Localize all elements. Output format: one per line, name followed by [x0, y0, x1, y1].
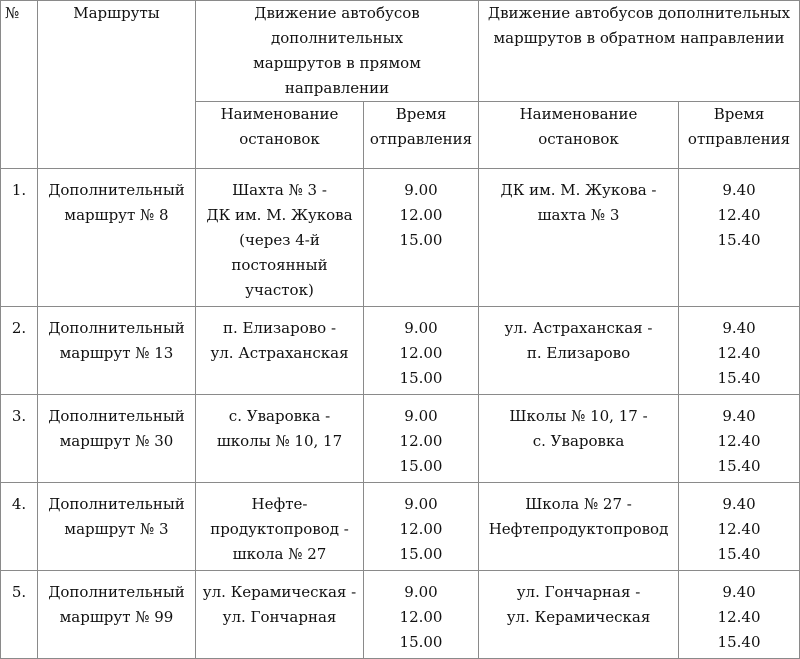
backward-stops-line: Школа № 27 -: [525, 495, 632, 513]
backward-times-cell: [679, 169, 800, 307]
header-line: Время: [713, 105, 765, 123]
forward-times-cell: [364, 307, 479, 395]
header-line: остановок: [239, 130, 320, 148]
row-number-cell: 4.: [1, 483, 38, 571]
forward-times-line: 12.00: [399, 608, 443, 626]
row-number-cell: 3.: [1, 395, 38, 483]
backward-stops-line: ул. Керамическая: [506, 608, 651, 626]
header-forward-group: [196, 1, 479, 102]
backward-times-line: 9.40: [722, 407, 756, 425]
backward-times-line: 15.40: [717, 231, 761, 249]
backward-times-line: 9.40: [722, 583, 756, 601]
backward-stops-cell: [479, 307, 679, 395]
forward-stops-cell: [196, 571, 364, 659]
backward-times-cell: [679, 483, 800, 571]
header-backward-line: Движение автобусов дополнительных: [487, 4, 791, 22]
backward-times-line: 12.40: [717, 432, 761, 450]
backward-times-cell: [679, 395, 800, 483]
forward-stops-line: Шахта № 3 -: [232, 181, 327, 199]
backward-stops-line: ул. Астраханская -: [504, 319, 653, 337]
backward-times-line: 12.40: [717, 608, 761, 626]
forward-times-line: 12.00: [399, 432, 443, 450]
forward-stops-line: продуктопровод -: [210, 520, 349, 538]
route-name-line: маршрут № 3: [64, 520, 169, 538]
backward-stops-line: ул. Гончарная -: [516, 583, 641, 601]
header-line: Время: [395, 105, 447, 123]
header-line: отправления: [369, 130, 473, 148]
forward-stops-cell: [196, 307, 364, 395]
forward-stops-line: с. Уваровка -: [228, 407, 331, 425]
forward-stops-line: ул. Керамическая -: [202, 583, 357, 601]
backward-stops-line: ДК им. М. Жукова -: [500, 181, 657, 199]
table-row: [1, 571, 800, 659]
backward-stops-cell: [479, 571, 679, 659]
backward-times-line: 12.40: [717, 344, 761, 362]
table-row: [1, 307, 800, 395]
forward-times-line: 15.00: [399, 633, 443, 651]
backward-stops-line: п. Елизарово: [526, 344, 631, 362]
backward-times-cell: [679, 307, 800, 395]
forward-times-cell: [364, 169, 479, 307]
route-name-cell: [38, 169, 196, 307]
backward-stops-cell: [479, 483, 679, 571]
row-number-cell: 1.: [1, 169, 38, 307]
forward-stops-line: ул. Астраханская: [210, 344, 349, 362]
backward-stops-line: с. Уваровка: [532, 432, 625, 450]
route-name-line: маршрут № 13: [59, 344, 174, 362]
route-name-line: маршрут № 30: [59, 432, 174, 450]
forward-stops-line: школа № 27: [232, 545, 327, 563]
forward-times-cell: [364, 483, 479, 571]
forward-times-line: 12.00: [399, 520, 443, 538]
header-number: №: [1, 1, 38, 169]
forward-times-line: 9.00: [404, 495, 438, 513]
forward-times-line: 15.00: [399, 231, 443, 249]
forward-times-line: 12.00: [399, 344, 443, 362]
header-forward-line: Движение автобусов дополнительных: [254, 4, 420, 47]
header-routes: Маршруты: [38, 1, 196, 169]
backward-times-line: 12.40: [717, 206, 761, 224]
header-time-backward: [679, 102, 800, 169]
route-name-cell: [38, 395, 196, 483]
header-line: отправления: [687, 130, 791, 148]
backward-times-line: 9.40: [722, 319, 756, 337]
table-row: [1, 169, 800, 307]
backward-times-cell: [679, 571, 800, 659]
forward-times-line: 9.00: [404, 181, 438, 199]
header-backward-group: [479, 1, 800, 102]
forward-times-line: 9.00: [404, 583, 438, 601]
backward-times-line: 9.40: [722, 181, 756, 199]
table-row: [1, 483, 800, 571]
forward-stops-cell: [196, 483, 364, 571]
header-line: Наименование: [220, 105, 339, 123]
backward-times-line: 12.40: [717, 520, 761, 538]
header-backward-line: маршрутов в обратном направлении: [493, 29, 785, 47]
route-name-line: Дополнительный: [48, 181, 185, 199]
backward-times-line: 15.40: [717, 545, 761, 563]
forward-times-line: 15.00: [399, 457, 443, 475]
backward-times-line: 9.40: [722, 495, 756, 513]
forward-times-cell: [364, 395, 479, 483]
forward-stops-cell: [196, 395, 364, 483]
backward-stops-cell: [479, 395, 679, 483]
forward-stops-line: п. Елизарово -: [222, 319, 337, 337]
route-name-line: Дополнительный: [48, 407, 185, 425]
header-line: Наименование остановок: [519, 105, 638, 148]
backward-stops-line: шахта № 3: [537, 206, 620, 224]
header-stops-forward: [196, 102, 364, 169]
backward-times-line: 15.40: [717, 369, 761, 387]
forward-stops-line: ДК им. М. Жукова: [206, 206, 353, 224]
table-header: [1, 1, 800, 169]
forward-stops-line: Нефте-: [251, 495, 308, 513]
route-name-line: Дополнительный: [48, 319, 185, 337]
route-name-cell: [38, 483, 196, 571]
route-name-line: маршрут № 8: [64, 206, 169, 224]
forward-times-cell: [364, 571, 479, 659]
forward-times-line: 15.00: [399, 369, 443, 387]
header-row-top: [1, 1, 800, 102]
forward-stops-line: (через 4-й: [239, 231, 320, 249]
table-row: [1, 395, 800, 483]
backward-times-line: 15.40: [717, 457, 761, 475]
row-number-cell: 5.: [1, 571, 38, 659]
route-name-line: Дополнительный: [48, 495, 185, 513]
forward-stops-cell: [196, 169, 364, 307]
backward-stops-line: Школы № 10, 17 -: [509, 407, 648, 425]
forward-stops-line: постоянный участок): [231, 256, 328, 299]
route-name-cell: [38, 571, 196, 659]
forward-times-line: 9.00: [404, 407, 438, 425]
forward-times-line: 9.00: [404, 319, 438, 337]
forward-times-line: 12.00: [399, 206, 443, 224]
header-time-forward: [364, 102, 479, 169]
header-stops-backward: [479, 102, 679, 169]
header-forward-line: маршрутов в прямом направлении: [253, 54, 421, 97]
backward-stops-cell: [479, 169, 679, 307]
route-name-line: маршрут № 99: [59, 608, 174, 626]
route-name-cell: [38, 307, 196, 395]
route-name-line: Дополнительный: [48, 583, 185, 601]
backward-stops-line: Нефтепродуктопровод: [488, 520, 669, 538]
forward-times-line: 15.00: [399, 545, 443, 563]
forward-stops-line: ул. Гончарная: [222, 608, 337, 626]
table-body: [1, 169, 800, 659]
row-number-cell: 2.: [1, 307, 38, 395]
forward-stops-line: школы № 10, 17: [216, 432, 343, 450]
backward-times-line: 15.40: [717, 633, 761, 651]
